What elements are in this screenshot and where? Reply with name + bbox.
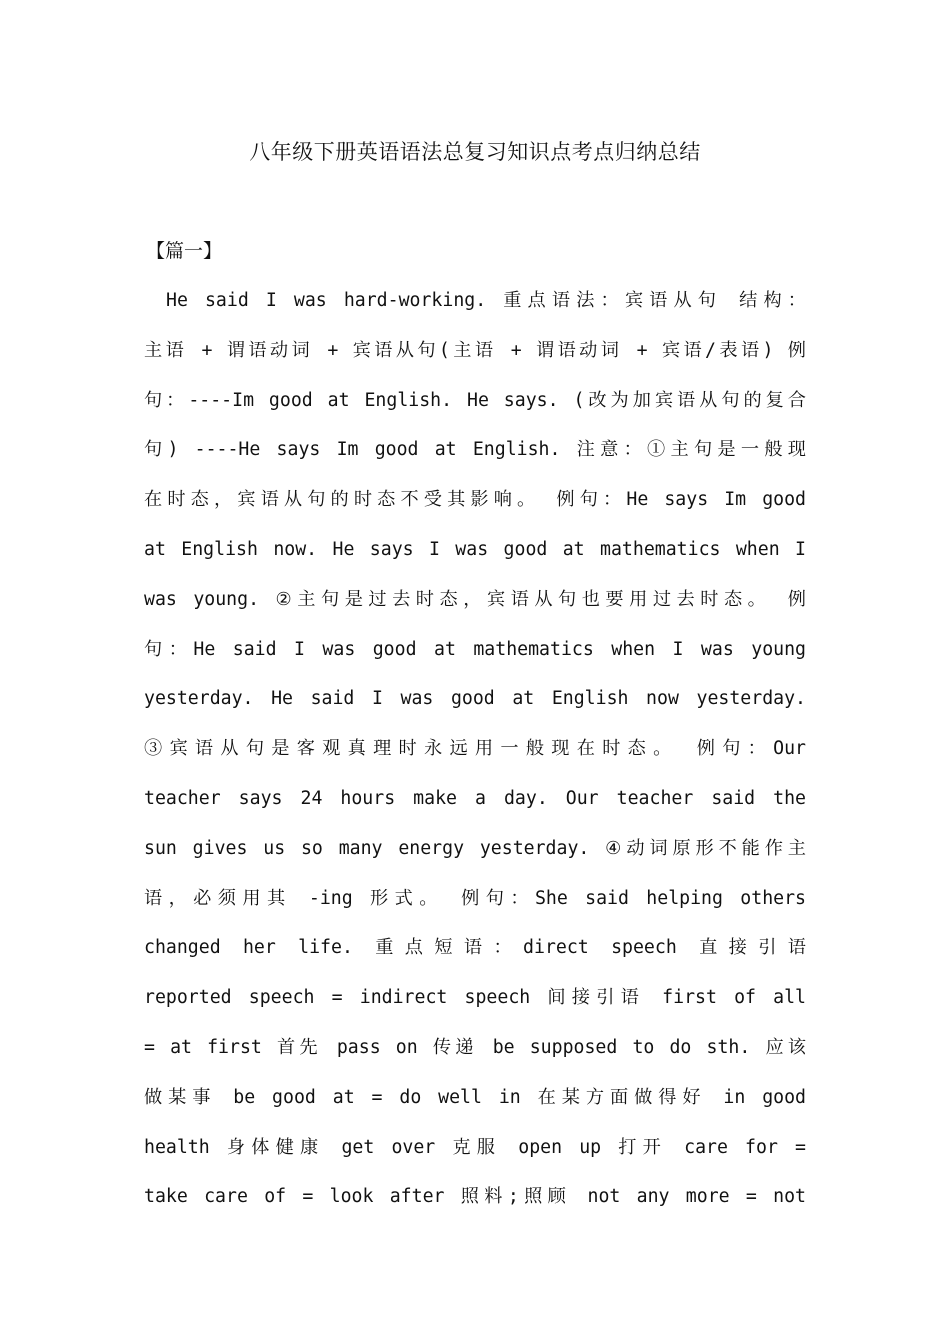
document-title: 八年级下册英语语法总复习知识点考点归纳总结 xyxy=(249,140,701,164)
paragraph-line: 句) ----He says Im good at English. 注意：①主句是一般现 xyxy=(144,439,806,461)
paragraph-line: take care of = look after 照料;照顾 not any more = not xyxy=(144,1186,806,1208)
paragraph-line: 句：He said I was good at mathematics when I was young xyxy=(144,638,806,660)
paragraph-line: changed her life. 重点短语：direct speech 直接引语 xyxy=(144,937,806,959)
paragraph-line: reported speech = indirect speech 间接引语 first of all xyxy=(144,987,807,1009)
paragraph-line: sun gives us so many energy yesterday. ④动词原形不能作主 xyxy=(144,837,806,859)
paragraph-line: yesterday. He said I was good at English now yesterday. xyxy=(144,688,806,710)
paragraph-line: was young. ②主句是过去时态，宾语从句也要用过去时态。 例 xyxy=(144,588,806,610)
body-paragraph xyxy=(144,286,806,1232)
paragraph-line: = at first 首先 pass on 传递 be supposed to do sth. 应该 xyxy=(144,1036,806,1058)
paragraph-line: 句：----Im good at English. He says. (改为加宾语从句的复合 xyxy=(144,389,806,411)
paragraph-line: He said I was hard-working. 重点语法：宾语从句 结构： xyxy=(166,290,806,311)
paragraph-line: ③宾语从句是客观真理时永远用一般现在时态。 例句：Our xyxy=(144,738,806,760)
paragraph-line: teacher says 24 hours make a day. Our teacher said the xyxy=(144,787,806,809)
paragraph-line: health 身体健康 get over 克服 open up 打开 care for = xyxy=(144,1136,806,1158)
paragraph-line: 语，必须用其 -ing 形式。 例句：She said helping others xyxy=(144,887,806,909)
paragraph-line: 主语 + 谓语动词 + 宾语从句(主语 + 谓语动词 + 宾语/表语) 例 xyxy=(144,339,806,361)
paragraph-line: 在时态，宾语从句的时态不受其影响。 例句：He says Im good xyxy=(144,489,806,511)
paragraph-line: at English now. He says I was good at mathematics when I xyxy=(144,538,806,560)
paragraph-line: 做某事 be good at = do well in 在某方面做得好 in good xyxy=(144,1086,806,1108)
section-heading: 【篇一】 xyxy=(146,240,223,262)
